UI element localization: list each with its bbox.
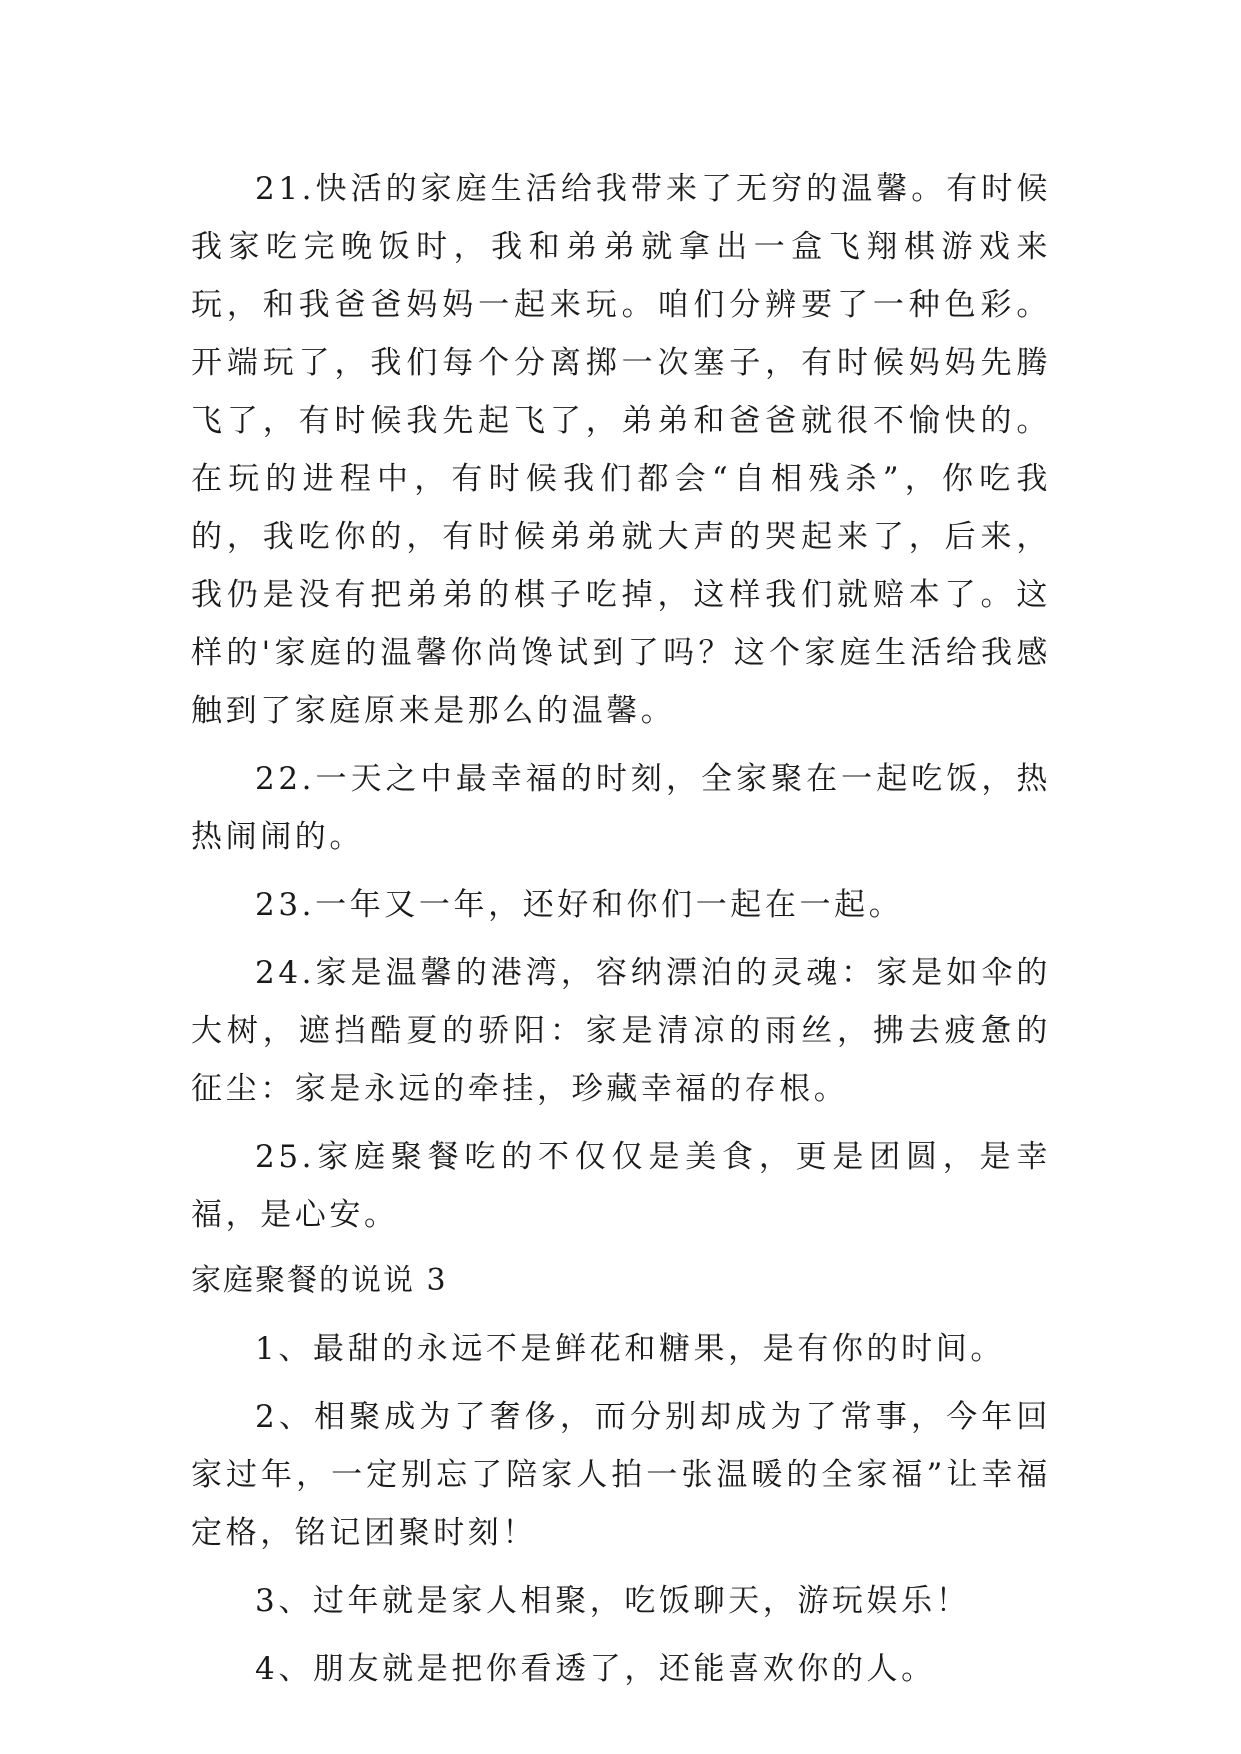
paragraph-24: 24.家是温馨的港湾，容纳漂泊的灵魂：家是如伞的大树，遮挡酷夏的骄阳：家是清凉的雨丝，拂去疲惫的征尘：家是永远的牵挂，珍藏幸福的存根。 (191, 955, 1051, 1107)
document-body (191, 160, 1051, 1698)
paragraph-22: 22.一天之中最幸福的时刻，全家聚在一起吃饭，热热闹闹的。 (191, 761, 1051, 855)
paragraph-23: 23.一年又一年，还好和你们一起在一起。 (255, 887, 904, 923)
paragraph-25: 25.家庭聚餐吃的不仅仅是美食，更是团圆，是幸福，是心安。 (191, 1139, 1051, 1233)
paragraph-4: 4、朋友就是把你看透了，还能喜欢你的人。 (255, 1651, 936, 1687)
section-heading: 家庭聚餐的说说 3 (191, 1263, 448, 1298)
paragraph-1: 1、最甜的永远不是鲜花和糖果，是有你的时间。 (255, 1331, 1005, 1367)
paragraph-21: 21.快活的家庭生活给我带来了无穷的温馨。有时候我家吃完晚饭时，我和弟弟就拿出一盒飞翔棋游戏来玩，和我爸爸妈妈一起来玩。咱们分辨要了一种色彩。开端玩了，我们每个分离掷一次塞子，有时候妈妈先腾飞了，有时候我先起飞了，弟弟和爸爸就很不愉快的。在玩的进程中，有时候我们都会“自相残杀”，你吃我的，我吃你的，有时候弟弟就大声的哭起来了，后来，我仍是没有把弟弟的棋子吃掉，这样我们就赔本了。这样的'家庭的温馨你尚馋试到了吗？这个家庭生活给我感触到了家庭原来是那么的温馨。 (191, 171, 1051, 729)
paragraph-3: 3、过年就是家人相聚，吃饭聊天，游玩娱乐！ (255, 1583, 971, 1619)
paragraph-2: 2、相聚成为了奢侈，而分别却成为了常事，今年回家过年，一定别忘了陪家人拍一张温暖的全家福”让幸福定格，铭记团聚时刻！ (191, 1399, 1051, 1551)
